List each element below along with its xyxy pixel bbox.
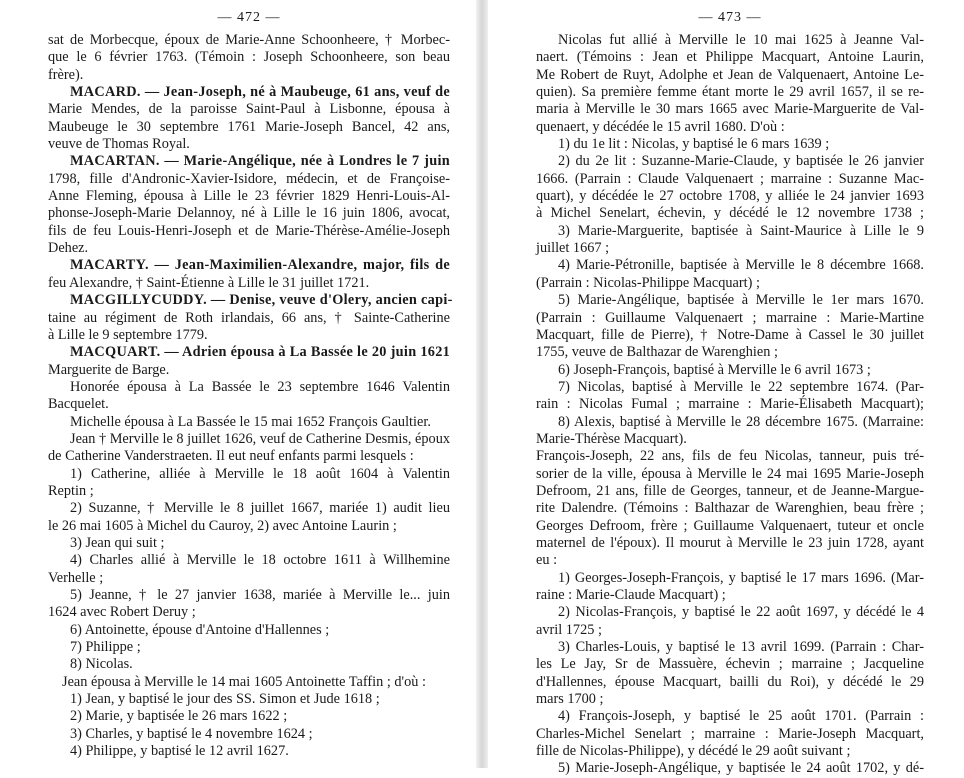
text-line: sat de Morbecque, époux de Marie-Anne Schoonheere, † Morbec- — [48, 32, 450, 48]
text-line: fille de Nicolas-Philippe), y décédé le 29 août suivant ; — [536, 743, 851, 760]
text-line: fils de feu Louis-Henri-Joseph et de Marie-Thérèse-Amélie-Joseph — [48, 222, 450, 239]
list-item-line: 4) Philippe, y baptisé le 12 avril 1627. — [70, 743, 289, 760]
list-item-line: 2) Suzanne, † Merville le 8 juillet 1667, mariée 1) audit lieu — [70, 500, 450, 517]
right-page — [488, 0, 964, 777]
list-item-line: 5) Marie-Angélique, baptisée à Merville le 1er mars 1670. — [558, 292, 924, 309]
text-line: quart), y décédée le 27 octobre 1708, y alliée le 24 janvier 1693 — [536, 188, 924, 205]
entry-heading-line: MACARTY. — Jean-Maximilien-Alexandre, major, fils de — [70, 257, 450, 274]
text-line: quien). Sa première femme étant morte le 29 avril 1657, il se re- — [536, 84, 924, 101]
list-item-line: 1) Georges-Joseph-François, y baptisé le 17 mars 1696. (Mar- — [558, 569, 924, 586]
text-line: Anne Fleming, épousa à Lille le 23 février 1829 Henri-Louis-Al- — [48, 188, 450, 205]
text-line: Charles-Michel Senelart ; marraine : Marie-Joseph Macquart, — [536, 725, 924, 742]
text-line: feu Alexandre, † Saint-Étienne à Lille le 31 juillet 1721. — [48, 274, 370, 291]
text-line: raine : Marie-Claude Macquart) ; — [536, 587, 726, 603]
text-line: Jean épousa à Merville le 14 mai 1605 Antoinette Taffin ; d'où : — [62, 673, 426, 690]
list-item-line: 5) Jeanne, † le 27 janvier 1638, mariée à Merville le... juin — [70, 587, 450, 603]
page-number: — 473 — — [698, 10, 762, 25]
text-line: maternel de l'époux). Il mourut à Merville le 23 juin 1728, ayant — [536, 534, 924, 551]
list-item-line: 1) du 1e lit : Nicolas, y baptisé le 6 mars 1639 ; — [558, 136, 830, 153]
entry-heading-line: MACGILLYCUDDY. — Denise, veuve d'Olery, ancien capi- — [70, 292, 453, 309]
text-line: Jean † Merville le 8 juillet 1626, veuf de Catherine Desmis, époux — [70, 430, 450, 447]
text-line: frère). — [48, 66, 84, 83]
list-item-line: 4) François-Joseph, y baptisé le 25 août 1701. (Parrain : — [558, 708, 924, 725]
text-line: que le 6 février 1763. (Témoin : Joseph Schoonheere, son beau — [48, 49, 450, 66]
text-line: eu : — [536, 552, 558, 569]
text-line: avril 1725 ; — [536, 621, 602, 638]
text-line: Bacquelet. — [48, 396, 109, 413]
text-line: (Parrain : Guillaume Valquenaert ; marraine : Marie-Martine — [536, 309, 924, 326]
list-item-line: 6) Antoinette, épouse d'Antoine d'Hallennes ; — [70, 621, 330, 638]
list-item-line: 2) du 2e lit : Suzanne-Marie-Claude, y baptisée le 26 janvier — [558, 153, 924, 170]
text-line: phonse-Joseph-Marie Delannoy, né à Lille le 16 juin 1806, avocat, — [48, 205, 450, 222]
text-line: de Catherine Vanderstraeten. Il eut neuf enfants parmi lesquels : — [48, 448, 414, 465]
book-gutter — [476, 0, 488, 768]
list-item-line: 7) Philippe ; — [70, 639, 141, 656]
left-page — [0, 0, 476, 768]
text-line: Georges Defroom, frère ; Guillaume Valquenaert, tuteur et oncle — [536, 517, 924, 534]
list-item-line: 7) Nicolas, baptisé à Merville le 22 septembre 1674. (Par- — [558, 378, 924, 395]
list-item-line: 8) Nicolas. — [70, 656, 133, 673]
list-item-line: 4) Marie-Pétronille, baptisée à Merville le 8 décembre 1668. — [558, 257, 924, 274]
text-line: d'Hallennes, épouse Macquart, bailli du Roi), y décédé le 29 — [536, 673, 924, 690]
page-number: — 472 — — [217, 10, 281, 25]
text-line: le 26 mai 1605 à Michel du Cauroy, 2) avec Antoine Laurin ; — [48, 517, 397, 534]
text-line: Michelle épousa à La Bassée le 15 mai 1652 François Gaultier. — [70, 413, 431, 430]
list-item-line: 1) Jean, y baptisé le jour des SS. Simon et Jude 1618 ; — [70, 691, 380, 708]
text-line: mars 1700 ; — [536, 691, 604, 708]
text-line: quenaert, y décédée le 15 avril 1680. D'où : — [536, 118, 785, 135]
text-line: Me Robert de Ruyt, Adolphe et Jean de Valquenaert, Antoine Le- — [536, 66, 924, 83]
list-item-line: 3) Charles, y baptisé le 4 novembre 1624 ; — [70, 725, 313, 742]
entry-heading-line: MACARD. — Jean-Joseph, né à Maubeuge, 61 ans, veuf de — [70, 84, 450, 101]
text-line: taine au régiment de Roth irlandais, 66 ans, † Sainte-Catherine — [48, 309, 450, 326]
text-line: 1755, veuve de Balthazar de Warenghien ; — [536, 344, 778, 361]
list-item-line: 3) Jean qui suit ; — [70, 534, 165, 551]
text-line: Nicolas fut allié à Merville le 10 mai 1625 à Jeanne Val- — [558, 32, 924, 48]
text-line: Marguerite de Barge. — [48, 361, 170, 378]
list-item-line: 2) Marie, y baptisée le 26 mars 1622 ; — [70, 708, 288, 725]
list-item-line: 3) Marie-Marguerite, baptisée à Saint-Maurice à Lille le 9 — [558, 222, 924, 239]
text-line: naert. (Témoins : Jean et Philippe Macquart, Antoine Laurin, — [536, 49, 924, 66]
text-line: juillet 1667 ; — [536, 240, 610, 257]
list-item-line: 4) Charles allié à Merville le 18 octobre 1611 à Willhemine — [70, 552, 450, 569]
text-line: Marie-Thérèse Macquart). — [536, 430, 687, 447]
text-line: les Le Jay, Sr de Massuère, échevin ; marraine ; Jacqueline — [536, 656, 924, 673]
text-line: 1666. (Parrain : Claude Valquenaert ; marraine : Suzanne Mac- — [536, 170, 924, 187]
list-item-line: 1) Catherine, alliée à Merville le 18 août 1604 à Valentin — [70, 465, 450, 482]
text-line: Defroom, 21 ans, fille de Georges, tanneur, et de Jeanne-Margue- — [536, 482, 924, 499]
entry-heading-line: MACQUART. — Adrien épousa à La Bassée le 20 juin 1621 — [70, 344, 451, 361]
text-line: Reptin ; — [48, 482, 94, 499]
list-item-line: 8) Alexis, baptisé à Merville le 28 décembre 1675. (Marraine: — [558, 413, 924, 430]
text-line: rain : Nicolas Fumal ; marraine : Marie-Élisabeth Macquart); — [536, 396, 924, 413]
text-line: Macquart, fille de Pierre), † Notre-Dame à Cassel le 30 juillet — [536, 326, 924, 343]
text-line: Dehez. — [48, 240, 89, 257]
text-line: 1798, fille d'Andronic-Xavier-Isidore, médecin, et de Françoise- — [48, 170, 450, 187]
list-item-line: 6) Joseph-François, baptisé à Merville le 6 avril 1673 ; — [558, 361, 871, 378]
text-line: (Parrain : Nicolas-Philippe Macquart) ; — [536, 274, 760, 291]
list-item-line: 2) Nicolas-François, y baptisé le 22 août 1697, y décédé le 4 — [558, 604, 924, 621]
text-line: à Michel Senelart, échevin, y décédé le 12 novembre 1738 ; — [536, 205, 924, 222]
text-line: rite Dalendre. (Témoins : Balthazar de Warenghien, beau frère ; — [536, 500, 924, 517]
text-line: 1624 avec Robert Deruy ; — [48, 604, 196, 621]
text-line: Honorée épousa à La Bassée le 23 septembre 1646 Valentin — [70, 378, 450, 395]
text-line: maria à Merville le 30 mars 1665 avec Marie-Marguerite de Val- — [536, 101, 924, 118]
text-line: Maubeuge le 30 septembre 1761 Marie-Joseph Bancel, 42 ans, — [48, 118, 450, 135]
entry-heading-line: MACARTAN. — Marie-Angélique, née à Londres le 7 juin — [70, 153, 450, 170]
text-line: sorier de la ville, épousa à Merville le 24 mai 1695 Marie-Joseph — [536, 465, 924, 482]
list-item-line: 3) Charles-Louis, y baptisé le 13 avril 1699. (Parrain : Char- — [558, 639, 924, 656]
text-line: François-Joseph, 22 ans, fils de feu Nicolas, tanneur, puis tré- — [536, 448, 924, 465]
text-line: veuve de Thomas Royal. — [48, 136, 190, 153]
text-line: Marie Mendes, de la paroisse Saint-Paul à Lisbonne, épousa à — [48, 101, 450, 118]
text-line: Verhelle ; — [48, 569, 104, 586]
text-line: à Lille le 9 septembre 1779. — [48, 326, 208, 343]
list-item-line: 5) Marie-Joseph-Angélique, y baptisée le 24 août 1702, y dé- — [558, 760, 924, 777]
